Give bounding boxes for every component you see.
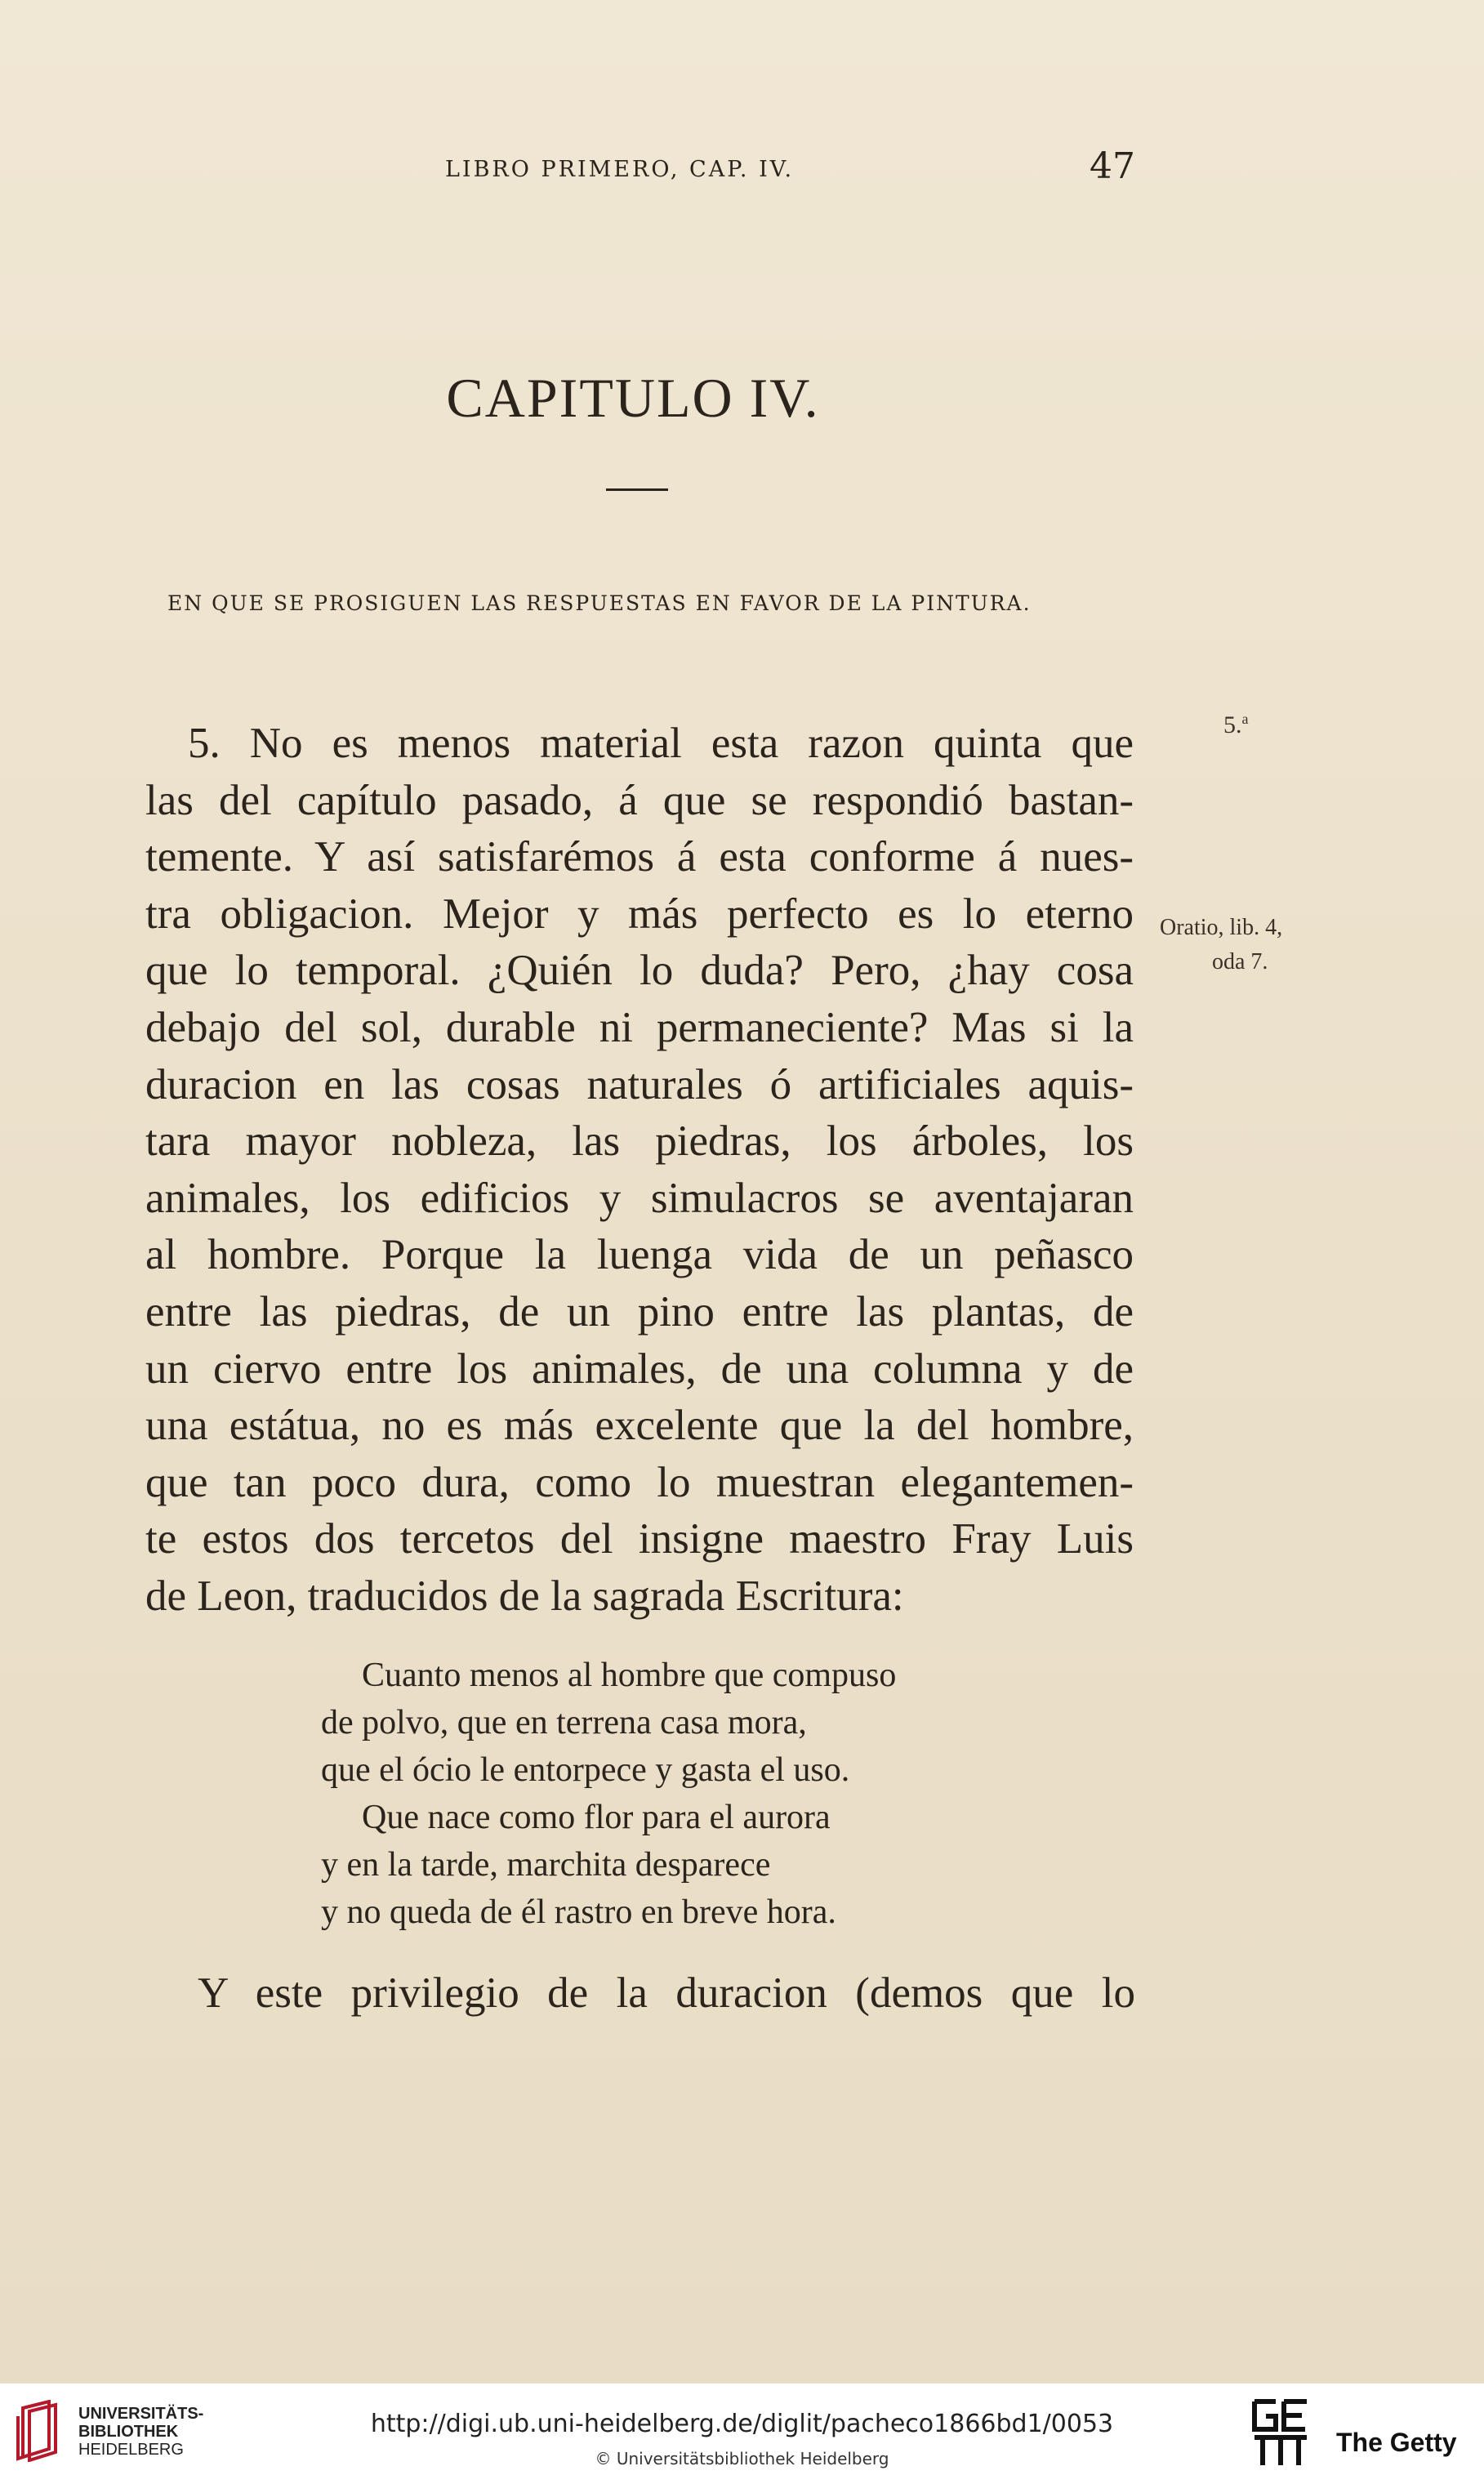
body-line: duracion en las cosas naturales ó artificiales aquis- [145, 1060, 1134, 1108]
margin-citation-line1: Oratio, lib. 4, [1160, 915, 1283, 940]
section-mark-number: 5. [1223, 711, 1242, 738]
getty-logo-icon [1251, 2397, 1310, 2468]
body-line: las del capítulo pasado, á que se respondió bastan- [145, 776, 1134, 824]
permalink[interactable]: http://digi.ub.uni-heidelberg.de/diglit/pacheco1866bd1/0053 [370, 2410, 1114, 2438]
body-line: al hombre. Porque la luenga vida de un peñasco [145, 1231, 1134, 1279]
body-line: entre las piedras, de un pino entre las plantas, de [145, 1287, 1134, 1336]
body-line: una estátua, no es más excelente que la del hombre, [145, 1402, 1134, 1450]
section-mark-sup: a [1241, 711, 1249, 727]
verse-block [321, 1652, 896, 1936]
body-line: que tan poco dura, como lo muestran elegantemen- [145, 1458, 1134, 1506]
library-name-line2: BIBLIOTHEK [78, 2423, 179, 2441]
body-line: tra obligacion. Mejor y más perfecto es lo eterno [145, 890, 1134, 938]
body-line: tara mayor nobleza, las piedras, los árboles, los [145, 1117, 1134, 1166]
body-line: de Leon, traducidos de la sagrada Escritura: [145, 1572, 904, 1620]
body-line: debajo del sol, durable ni permaneciente? Mas si la [145, 1003, 1134, 1051]
body-paragraph [145, 716, 1134, 1626]
chapter-title: CAPITULO IV. [446, 367, 820, 429]
library-name-line3: HEIDELBERG [78, 2441, 184, 2459]
verse-line: y en la tarde, marchita desparece [321, 1846, 771, 1884]
body-line: un ciervo entre los animales, de una columna y de [145, 1345, 1134, 1393]
title-rule [606, 488, 668, 491]
body-line: 5. No es menos material esta razon quinta que [188, 720, 1134, 767]
body-line: temente. Y así satisfarémos á esta conforme á nues- [145, 833, 1134, 881]
getty-name: The Getty [1336, 2428, 1457, 2457]
chapter-summary: EN QUE SE PROSIGUEN LAS RESPUESTAS EN FAVOR DE LA PINTURA. [167, 591, 1032, 615]
margin-citation-line2: oda 7. [1212, 949, 1268, 974]
verse-line: que el ócio le entorpece y gasta el uso. [321, 1751, 850, 1789]
verse-line: y no queda de él rastro en breve hora. [321, 1893, 836, 1931]
body-line: que lo temporal. ¿Quién lo duda? Pero, ¿hay cosa [145, 947, 1134, 995]
closing-line: Y este privilegio de la duracion (demos que lo [198, 1969, 1135, 2017]
body-line: te estos dos tercetos del insigne maestro Fray Luis [145, 1515, 1134, 1563]
running-head: LIBRO PRIMERO, CAP. IV. [445, 157, 795, 182]
verse-line: Cuanto menos al hombre que compuso [362, 1657, 897, 1694]
body-line: animales, los edificios y simulacros se aventajaran [145, 1174, 1134, 1222]
verse-line: de polvo, que en terrena casa mora, [321, 1704, 807, 1741]
margin-section-mark [1223, 711, 1249, 739]
copyright-notice: © Universitätsbibliothek Heidelberg [595, 2449, 889, 2468]
verse-line: Que nace como flor para el aurora [362, 1799, 831, 1836]
page-number: 47 [1090, 145, 1135, 187]
library-name-line1: UNIVERSITÄTS- [78, 2405, 204, 2423]
